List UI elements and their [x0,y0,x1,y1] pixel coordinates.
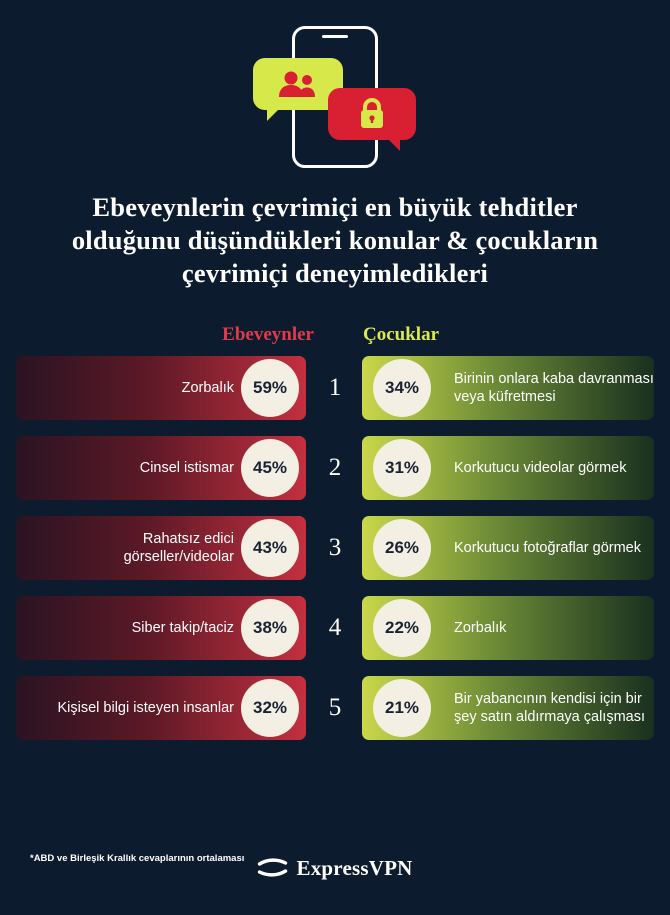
hero-illustration [0,0,670,185]
value-parents: 32% [241,679,299,737]
value-children: 26% [373,519,431,577]
rank-number: 2 [328,454,342,481]
label-children: Zorbalık [454,620,507,636]
label-parents: Siber takip/taciz [131,620,234,636]
rank-number: 5 [328,694,342,721]
label-children: Korkutucu videolar görmek [454,460,627,476]
table-row [16,596,654,660]
label-parents: Zorbalık [181,380,234,396]
footer [0,843,670,897]
value-children: 31% [373,439,431,497]
table-row [16,516,654,580]
expressvpn-logo-icon [258,855,288,881]
rank-number: 1 [328,374,342,401]
label-parents: Rahatsız edici görseller/videolar [123,531,234,565]
smartphone-speaker [322,35,348,38]
table-row [16,356,654,420]
speech-bubble-lock [328,88,416,140]
value-children: 22% [373,599,431,657]
value-children: 34% [373,359,431,417]
value-parents: 38% [241,599,299,657]
column-heading-children: Çocuklar [363,324,439,345]
comparison-rows [0,356,670,740]
people-icon [275,70,321,98]
page-title: Ebeveynlerin çevrimiçi en büyük tehditler olduğunu düşündükleri konular & çocukların çevrimiçi deneyimledikleri [71,192,599,288]
label-children: Birinin onlara kaba davranması veya küfretmesi [454,371,654,405]
column-heading-parents: Ebeveynler [222,324,314,345]
label-parents: Cinsel istismar [139,460,234,476]
value-parents: 43% [241,519,299,577]
label-parents: Kişisel bilgi isteyen insanlar [57,700,234,716]
label-children: Bir yabancının kendisi için bir şey satın aldırmaya çalışması [454,691,645,725]
column-headings [0,316,670,356]
label-children: Korkutucu fotoğraflar görmek [454,540,641,556]
brand-name: ExpressVPN [296,855,413,880]
rank-number: 3 [328,534,342,561]
brand-logo [258,855,413,881]
value-parents: 45% [241,439,299,497]
footnote: *ABD ve Birleşik Krallık cevaplarının ortalaması [30,853,245,864]
table-row [16,436,654,500]
rank-number: 4 [328,614,342,641]
value-children: 21% [373,679,431,737]
value-parents: 59% [241,359,299,417]
table-row [16,676,654,740]
lock-icon [357,97,387,131]
